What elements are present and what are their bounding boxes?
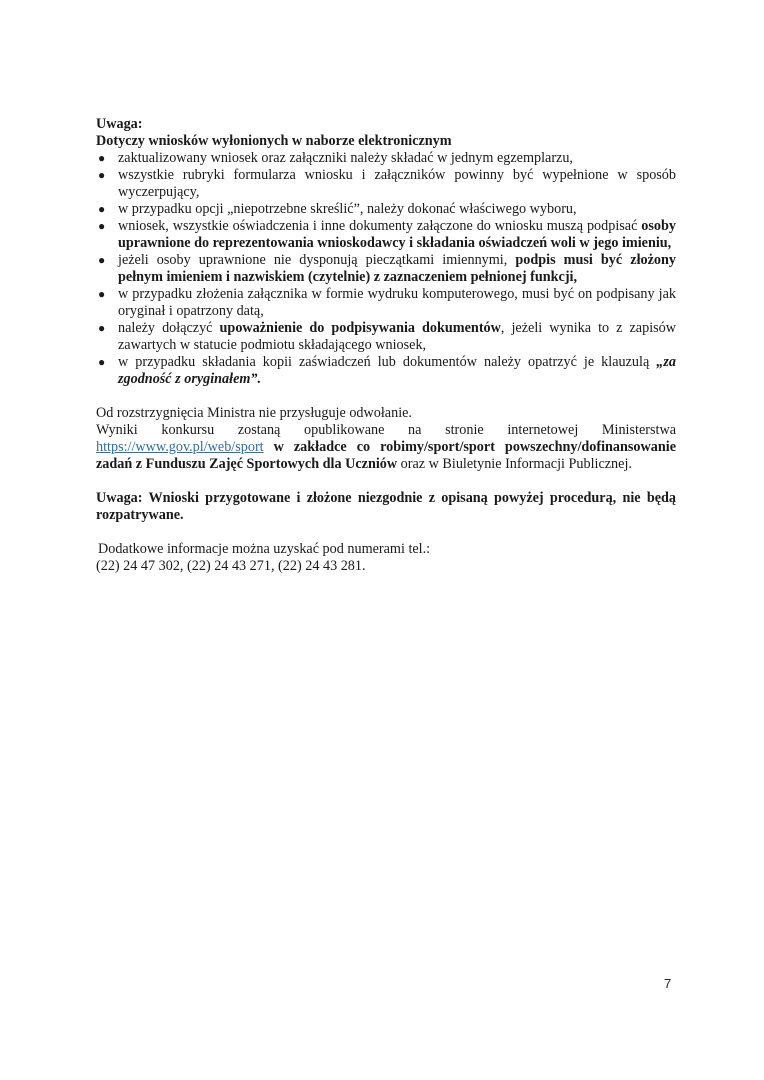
list-item: ● wszystkie rubryki formularza wniosku i załączników powinny być wypełnione w sposób wyczerpujący,	[98, 167, 676, 200]
heading: Uwaga:	[96, 116, 143, 132]
requirements-list	[96, 150, 676, 388]
sport-website-link[interactable]: https://www.gov.pl/web/sport	[96, 439, 264, 455]
results-paragraph: Wyniki konkursu zostaną opublikowane na stronie internetowej Ministerstwa https://www.gov.pl/web/sport w zakładce co robimy/sport/sport powszechny/dofinansowanie zadań z Funduszu Zajęć Sportowych dla Uczniów oraz w Biuletynie Informacji Publicznej.	[96, 422, 676, 472]
list-item: ● jeżeli osoby uprawnione nie dysponują pieczątkami imiennymi, podpis musi być złożony pełnym imieniem i nazwiskiem (czytelnie) z zaznaczeniem pełnionej funkcji,	[98, 252, 676, 285]
list-item: ● w przypadku opcji „niepotrzebne skreślić”, należy dokonać właściwego wyboru,	[98, 201, 577, 217]
bullet-icon: ●	[98, 321, 106, 335]
list-item: ● wniosek, wszystkie oświadczenia i inne dokumenty załączone do wniosku muszą podpisać osoby uprawnione do reprezentowania wnioskodawcy i składania oświadczeń woli w jego imieniu,	[98, 218, 676, 251]
bullet-icon: ●	[98, 355, 106, 369]
bullet-icon: ●	[98, 202, 106, 216]
warning-note: Uwaga: Wnioski przygotowane i złożone niezgodnie z opisaną powyżej procedurą, nie będą rozpatrywane.	[96, 490, 676, 523]
bullet-icon: ●	[98, 219, 106, 233]
bullet-icon: ●	[98, 287, 106, 301]
list-item: ● w przypadku składania kopii zaświadczeń lub dokumentów należy opatrzyć je klauzulą „za zgodność z oryginałem”.	[98, 354, 676, 387]
page-number: 7	[664, 976, 672, 991]
appeal-note: Od rozstrzygnięcia Ministra nie przysługuje odwołanie.	[96, 405, 412, 421]
list-item: ● zaktualizowany wniosek oraz załączniki należy składać w jednym egzemplarzu,	[98, 150, 573, 166]
list-item: ● w przypadku złożenia załącznika w formie wydruku komputerowego, musi być on podpisany jak oryginał i opatrzony datą,	[98, 286, 676, 319]
bullet-icon: ●	[98, 253, 106, 267]
document-page	[96, 116, 676, 575]
contact-info: Dodatkowe informacje można uzyskać pod numerami tel.:	[98, 541, 431, 557]
bullet-icon: ●	[98, 151, 106, 165]
subheading: Dotyczy wniosków wyłonionych w naborze elektronicznym	[96, 133, 452, 149]
bullet-icon: ●	[98, 168, 106, 182]
contact-phones: (22) 24 47 302, (22) 24 43 271, (22) 24 43 281.	[96, 558, 366, 574]
list-item: ● należy dołączyć upoważnienie do podpisywania dokumentów, jeżeli wynika to z zapisów zawartych w statucie podmiotu składającego wniosek,	[98, 320, 677, 353]
